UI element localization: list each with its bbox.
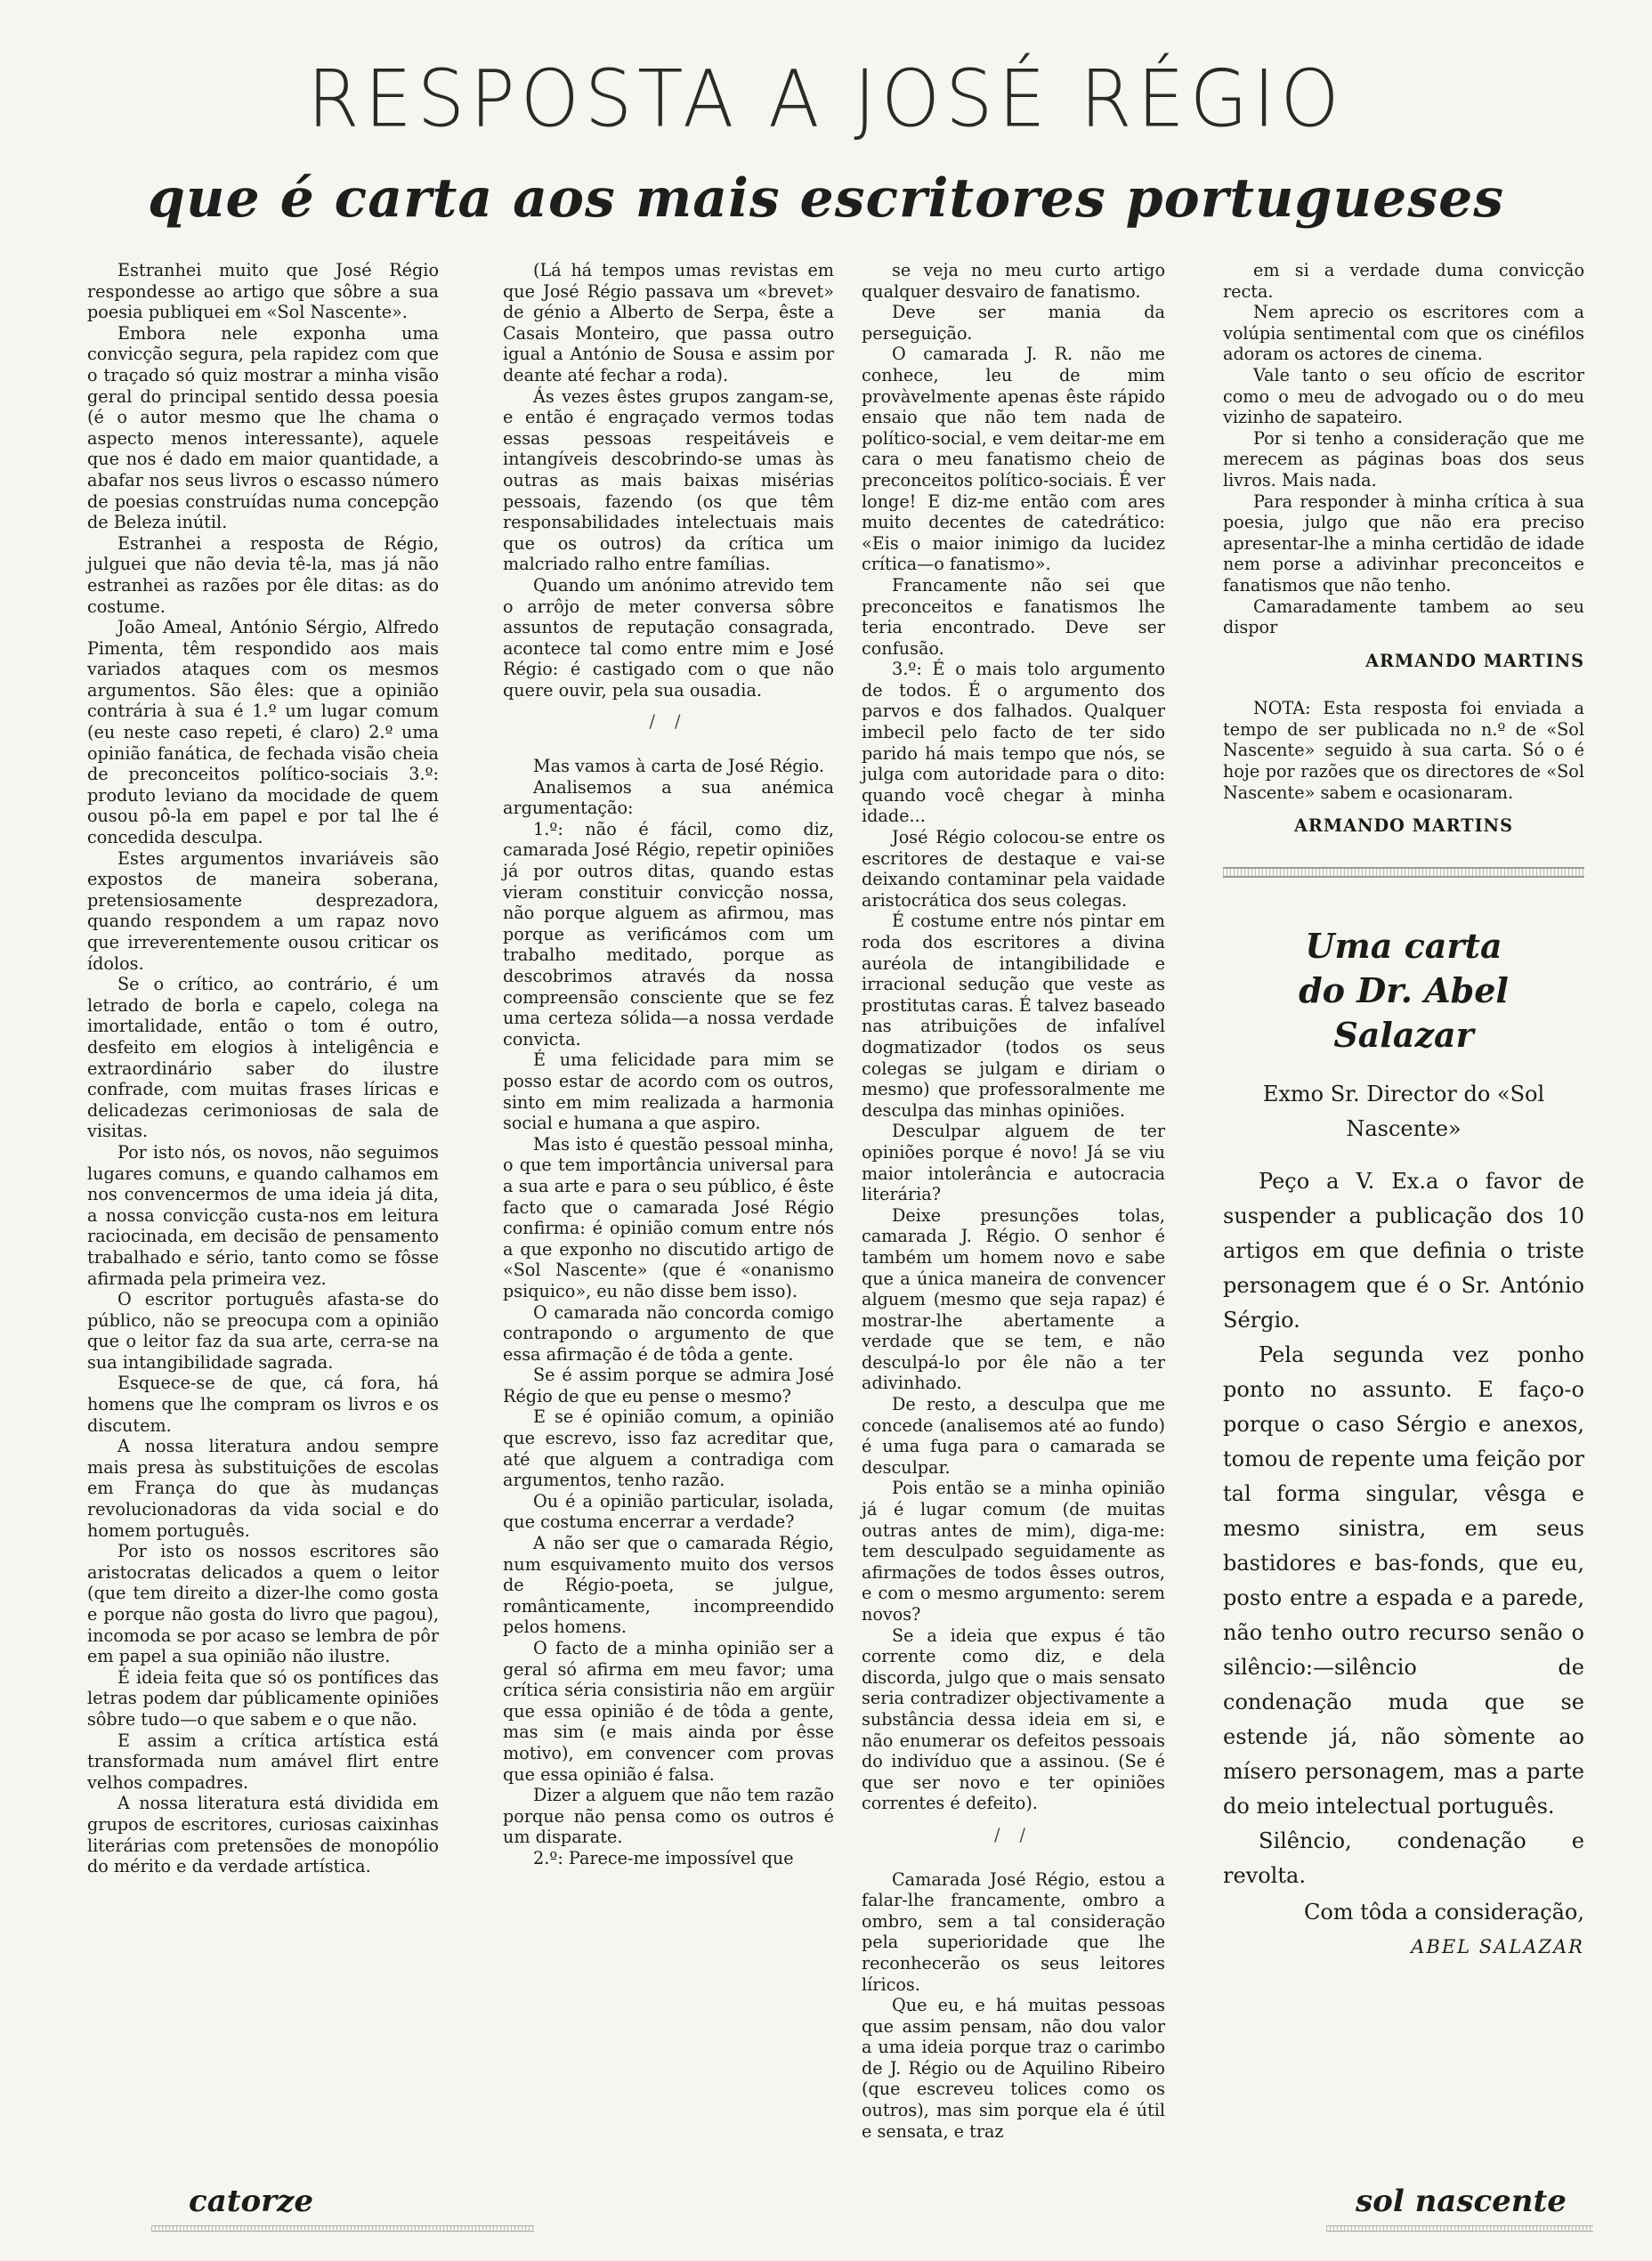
paragraph: Deve ser mania da perseguição. bbox=[862, 302, 1165, 344]
paragraph: se veja no meu curto artigo qualquer desvairo de fanatismo. bbox=[862, 260, 1165, 302]
paragraph: Francamente não sei que preconceitos e fanatismos lhe teria encontrado. Deve ser confusão. bbox=[862, 574, 1165, 659]
letter-address: Exmo Sr. Director do «Sol Nascente» bbox=[1262, 1081, 1545, 1141]
author-signature: ARMANDO MARTINS bbox=[1294, 815, 1513, 837]
paragraph: Camaradamente tambem ao seu dispor bbox=[1223, 596, 1584, 638]
paragraph: Se o crítico, ao contrário, é um letrado de borla e capelo, colega na imortalidade, então o tom é outro, desfeito em elogios à inteligência e extraordinário saber do ilustre confrade, com muitas frases líricas e delicadezas cerimoniosas de sala de visitas. bbox=[87, 974, 439, 1142]
paragraph: Pois então se a minha opinião já é lugar comum (de muitas outras antes de mim), diga-me: tem desculpado seguidamente as afirmações de todos êsses outros, e com o mesmo argumento: serem novos? bbox=[862, 1478, 1165, 1625]
letter-title-line: do Dr. Abel Salazar bbox=[1299, 969, 1509, 1055]
paragraph: A nossa literatura andou sempre mais presa às substituições de escolas em França do que às mudanças revolucionadoras da vida social e do homem português. bbox=[87, 1436, 439, 1541]
paragraph: Por isto nós, os novos, não seguimos lugares comuns, e quando calhamos em nos convencermos de uma ideia já dita, a nossa convicção custa-nos em leitura raciocinada, em decisão de pensamento trabalhado e sério, tanto como se fôsse afirmada pela primeira vez. bbox=[87, 1141, 439, 1289]
paragraph: É ideia feita que só os pontífices das letras podem dar públicamente opiniões sôbre tudo—o que sabem e o que não. bbox=[87, 1666, 439, 1730]
paragraph: Mas vamos à carta de José Régio. bbox=[533, 756, 824, 777]
paragraph: A não ser que o camarada Régio, num esquivamento muito dos versos de Régio-poeta, se julgue, românticamente, incompreendido pelos homens. bbox=[503, 1533, 834, 1638]
paragraph: José Régio colocou-se entre os escritores de destaque e vai-se deixando contaminar pela vaidade aristocrática dos seus colegas. bbox=[862, 827, 1165, 911]
paragraph: O camarada não concorda comigo contrapondo o argumento de que essa afirmação é de tôda a gente. bbox=[503, 1301, 834, 1365]
publication-name-footer: sol nascente bbox=[1356, 2184, 1567, 2219]
paragraph: Embora nele exponha uma convicção segura, pela rapidez com que o traçado só quiz mostrar a minha visão geral do principal sentido dessa poesia (é o autor mesmo que lhe chama o aspecto menos interessante), aquele que nos é dado em maior quantidade, a abafar nos seus livros o escasso número de poesias construídas numa concepção de Beleza inútil. bbox=[87, 322, 439, 533]
paragraph: É costume entre nós pintar em roda dos escritores a divina auréola de intangibilidade e irracional sedução que veste as prostitutas caras. É talvez baseado nas atribuições de infalível dogmatizador (todos os seus colegas se julgam e diriam o mesmo) que professoralmente me desculpa das minhas opiniões. bbox=[862, 911, 1165, 1121]
letter-signature: ABEL SALAZAR bbox=[1411, 1935, 1584, 1957]
column-1 bbox=[87, 260, 439, 1877]
paragraph: É uma felicidade para mim se posso estar de acordo com os outros, sinto em mim realizada a harmonia social e humana a que aspiro. bbox=[503, 1049, 834, 1134]
paragraph: Desculpar alguem de ter opiniões porque é novo! Já se viu maior intolerância e autocracia literária? bbox=[862, 1121, 1165, 1205]
paragraph: em si a verdade duma convicção recta. bbox=[1223, 260, 1584, 302]
paragraph: 3.º: É o mais tolo argumento de todos. É o argumento dos parvos e dos falhados. Qualquer imbecil pelo facto de ter sido parido há mais tempo que nós, se julga com autoridade para o dito: quando você chegar à minha idade... bbox=[862, 659, 1165, 827]
author-signature: ARMANDO MARTINS bbox=[1365, 650, 1584, 671]
divider bbox=[1223, 867, 1584, 878]
footer-rule bbox=[151, 2225, 534, 2232]
paragraph: Ás vezes êstes grupos zangam-se, e então é engraçado vermos todas essas pessoas respeitáveis e intangíveis descobrindo-se umas às outras as mais baixas misérias pessoais, fazendo (os que têm responsabilidades intelectuais mais que os outros) da crítica um malcriado ralho entre famílias. bbox=[503, 385, 834, 575]
paragraph: Estranhei a resposta de Régio, julguei que não devia tê-la, mas já não estranhei as razões por êle ditas: as do costume. bbox=[87, 532, 439, 617]
paragraph: De resto, a desculpa que me concede (analisemos até ao fundo) é uma fuga para o camarada se desculpar. bbox=[862, 1394, 1165, 1478]
paragraph: Quando um anónimo atrevido tem o arrôjo de meter conversa sôbre assuntos de reputação consagrada, acontece tal como entre mim e José Régio: é castigado com o que não quere ouvir, pela sua ousadia. bbox=[503, 574, 834, 701]
paragraph: Vale tanto o seu ofício de escritor como o meu de advogado ou o do meu vizinho de sapateiro. bbox=[1223, 364, 1584, 428]
section-separator: / / bbox=[649, 711, 688, 733]
paragraph: 2.º: Parece-me impossível que bbox=[533, 1847, 794, 1868]
paragraph: (Lá há tempos umas revistas em que José Régio passava um «brevet» de génio a Alberto de Serpa, êste a Casais Monteiro, que passa outro igual a António de Sousa e assim por deante até fechar a roda). bbox=[503, 260, 834, 385]
paragraph: O camarada J. R. não me conhece, leu de mim provàvelmente apenas êste rápido ensaio que não tem nada de político-social, e vem deitar-me em cara o meu fanatismo cheio de preconceitos político-sociais. É ver longe! E diz-me então com ares muito decentes de catedrático: «Eis o maior inimigo da lucidez crítica—o fanatismo». bbox=[862, 344, 1165, 575]
paragraph: Que eu, e há muitas pessoas que assim pensam, não dou valor a uma ideia porque traz o carimbo de J. Régio ou de Aquilino Ribeiro (que escreveu tolices como os outros), mas sim porque ela é útil e sensata, e traz bbox=[862, 1995, 1165, 2142]
paragraph: Nem aprecio os escritores com a volúpia sentimental com que os cinéfilos adoram os actores de cinema. bbox=[1223, 302, 1584, 365]
paragraph: Se é assim porque se admira José Régio de que eu pense o mesmo? bbox=[503, 1365, 834, 1406]
column-4 bbox=[1223, 260, 1584, 1965]
paragraph: Para responder à minha crítica à sua poesia, julgo que não era preciso apresentar-lhe a minha certidão de idade nem porse a adivinhar preconceitos e fanatismos que não tenho. bbox=[1223, 490, 1584, 596]
paragraph: Estes argumentos invariáveis são expostos de maneira soberana, pretensiosamente desprezadora, quando respondem a um rapaz novo que irreverentemente ousou criticar os ídolos. bbox=[87, 847, 439, 974]
paragraph: Camarada José Régio, estou a falar-lhe francamente, ombro a ombro, sem a tal consideração pela superioridade que lhe reconhecerão os seus leitores líricos. bbox=[862, 1868, 1165, 1995]
paragraph: Pela segunda vez ponho ponto no assunto. E faço-o porque o caso Sérgio e anexos, tomou de repente uma feição por tal forma singular, vêsga e mesmo sinistra, em seus bastidores e bas-fonds, que eu, posto entre a espada e a parede, não tenho outro recurso senão o silêncio:—silêncio de condenação muda que se estende já, não sòmente ao mísero personagem, mas a parte do meio intelectual português. bbox=[1223, 1341, 1584, 1819]
footer-rule bbox=[1326, 2225, 1593, 2232]
section-separator: / / bbox=[993, 1824, 1033, 1845]
paragraph: João Ameal, António Sérgio, Alfredo Pimenta, têm respondido aos mais variados ataques com os mesmos argumentos. São êles: que a opinião contrária à sua é 1.º um lugar comum (eu neste caso repeti, é claro) 2.º uma opinião fanática, de fechada visão cheia de preconceitos político-sociais 3.º: produto leviano da mocidade de quem ousou pô-la em papel e por tal lhe é concedida desculpa. bbox=[87, 617, 439, 848]
paragraph: Se a ideia que expus é tão corrente como diz, e dela discorda, julgo que o mais sensato seria contradizer objectivamente a substância dessa ideia em si, e não enumerar os defeitos pessoais do indivíduo que a assinou. (Se é que ser novo e ter opiniões correntes é defeito). bbox=[862, 1625, 1165, 1814]
paragraph: Por si tenho a consideração que me merecem as páginas boas dos seus livros. Mais nada. bbox=[1223, 427, 1584, 490]
editor-note: NOTA: Esta resposta foi enviada a tempo de ser publicada no n.º de «Sol Nascente» seguido à sua carta. Só o é hoje por razões que os directores de «Sol Nascente» sabem e ocasionaram. bbox=[1223, 698, 1584, 803]
paragraph: Por isto os nossos escritores são aristocratas delicados a quem o leitor (que tem direito a dizer-lhe como gosta e porque não gosta do livro que pagou), incomoda se por acaso se lembra de pôr em papel a sua opinião não ilustre. bbox=[87, 1541, 439, 1667]
paragraph: O escritor português afasta-se do público, não se preocupa com a opinião que o leitor faz da sua arte, cerra-se na sua intangibilidade sagrada. bbox=[87, 1289, 439, 1373]
paragraph: Estranhei muito que José Régio respondesse ao artigo que sôbre a sua poesia publiquei em «Sol Nascente». bbox=[87, 260, 439, 323]
paragraph: Peço a V. Ex.a o favor de suspender a publicação dos 10 artigos em que definia o triste personagem que é o Sr. António Sérgio. bbox=[1223, 1168, 1584, 1333]
page-number-footer: catorze bbox=[189, 2184, 313, 2219]
page-subtitle: que é carta aos mais escritores portugueses bbox=[147, 167, 1505, 230]
paragraph: 1.º: não é fácil, como diz, camarada José Régio, repetir opiniões já por outros ditas, quando estas vieram constituir convicção nossa, não porque alguem as afirmou, mas porque as verificámos com um trabalho meditado, porque as descobrimos através da nossa compreensão consciente que se fez uma certeza sólida—a nossa verdade convicta. bbox=[503, 818, 834, 1049]
letter-closing: Com tôda a consideração, bbox=[1303, 1899, 1584, 1925]
paragraph: Dizer a alguem que não tem razão porque não pensa como os outros é um disparate. bbox=[503, 1785, 834, 1848]
paragraph: O facto de a minha opinião ser a geral só afirma em meu favor; uma crítica séria consistiria não em argüir que essa opinião é de tôda a gente, mas sim (e mais ainda por êsse motivo), em convencer com provas que essa opinião é falsa. bbox=[503, 1638, 834, 1785]
paragraph: Ou é a opinião particular, isolada, que costuma encerrar a verdade? bbox=[503, 1490, 834, 1533]
paragraph: Esquece-se de que, cá fora, há homens que lhe compram os livros e os discutem. bbox=[87, 1373, 439, 1436]
paragraph: E se é opinião comum, a opinião que escrevo, isso faz acreditar que, até que alguem a contradiga com argumentos, tenho razão. bbox=[503, 1406, 834, 1491]
paragraph: Analisemos a sua anémica argumentação: bbox=[503, 776, 834, 819]
paragraph: Mas isto é questão pessoal minha, o que tem importância universal para a sua arte e para o seu público, é êste facto que o camarada José Régio confirma: é opinião comum entre nós a que exponho no discutido artigo de «Sol Nascente» (que é «onanismo psiquico», eu não disse bem isso). bbox=[503, 1133, 834, 1301]
letter-body bbox=[1223, 1077, 1584, 1965]
letter-title-line: Uma carta bbox=[1305, 925, 1502, 966]
letter-title bbox=[1223, 924, 1584, 1058]
paragraph: A nossa literatura está dividida em grupos de escritores, curiosas caixinhas literárias com pretensões de monopólio do mérito e da verdade artística. bbox=[87, 1793, 439, 1877]
paragraph: Deixe presunções tolas, camarada J. Régio. O senhor é também um homem novo e sabe que a única maneira de convencer alguem (mesmo que seja rapaz) é mostrar-lhe abertamente a verdade que se tem, e não desculpá-lo por êle não a ter adivinhado. bbox=[862, 1204, 1165, 1394]
paragraph: E assim a crítica artística está transformada num amável flirt entre velhos compadres. bbox=[87, 1730, 439, 1793]
column-3 bbox=[862, 260, 1165, 2142]
column-2 bbox=[503, 260, 834, 1869]
page-title: RESPOSTA A JOSÉ RÉGIO bbox=[307, 53, 1345, 145]
paragraph: Silêncio, condenação e revolta. bbox=[1223, 1827, 1584, 1888]
